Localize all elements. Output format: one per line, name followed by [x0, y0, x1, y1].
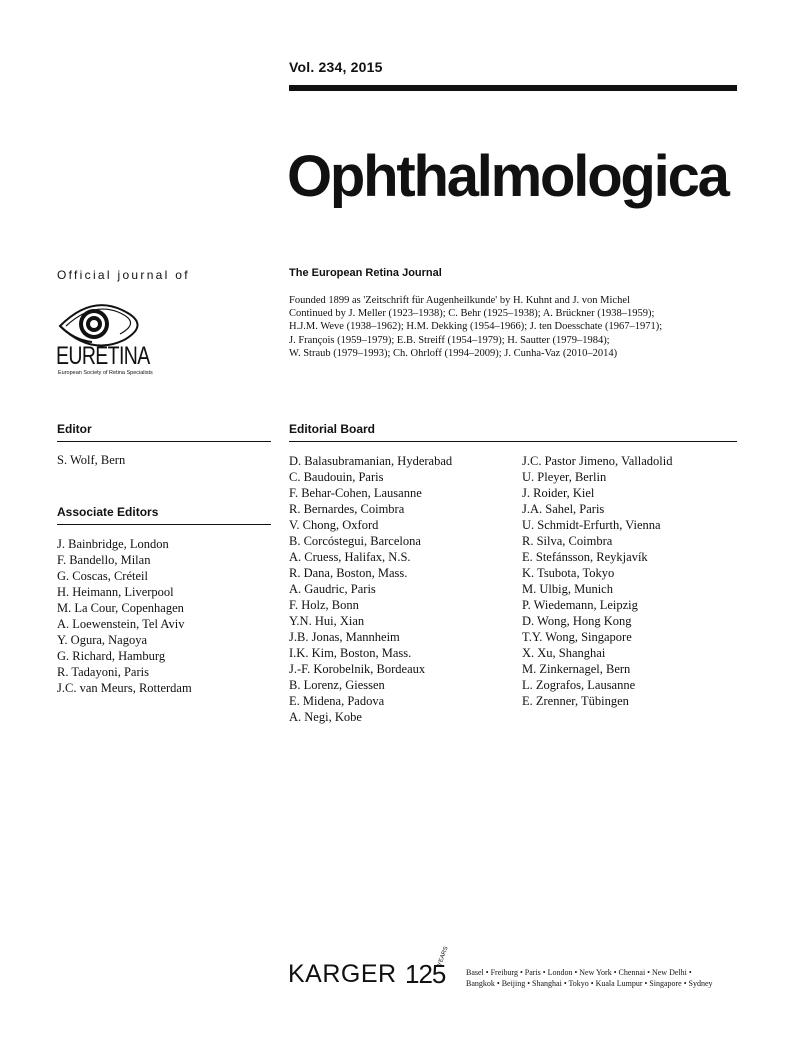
list-item: F. Bandello, Milan	[57, 553, 151, 567]
editorial-board-heading: Editorial Board	[289, 422, 376, 436]
founding-line: J. François (1959–1979); E.B. Streiff (1954–1979); H. Sautter (1979–1984);	[289, 334, 610, 346]
list-item: J.B. Jonas, Mannheim	[289, 630, 400, 644]
list-item: J.A. Sahel, Paris	[522, 502, 605, 516]
founding-line: Founded 1899 as 'Zeitschrift für Augenheilkunde' by H. Kuhnt and J. von Michel	[289, 295, 630, 306]
header-rule	[289, 85, 737, 91]
editorial-board-column-1	[289, 453, 452, 725]
anniversary-suffix: YEARS	[437, 945, 450, 968]
journal-title: Ophthalmologica	[287, 144, 728, 209]
list-item: R. Silva, Coimbra	[522, 534, 613, 548]
list-item: G. Richard, Hamburg	[57, 649, 166, 663]
list-item: A. Cruess, Halifax, N.S.	[289, 550, 411, 564]
editorial-board-divider	[289, 441, 737, 442]
list-item: F. Holz, Bonn	[289, 598, 359, 612]
list-item: E. Midena, Padova	[289, 694, 385, 708]
list-item: A. Negi, Kobe	[289, 710, 362, 724]
founding-line: W. Straub (1979–1993); Ch. Ohrloff (1994–2009); J. Cunha-Vaz (2010–2014)	[289, 347, 618, 359]
list-item: G. Coscas, Créteil	[57, 569, 148, 583]
journal-subtitle: The European Retina Journal	[289, 267, 442, 279]
karger-logo: KARGER	[288, 960, 397, 988]
list-item: X. Xu, Shanghai	[522, 646, 606, 660]
list-item: V. Chong, Oxford	[289, 518, 379, 532]
founding-line: Continued by J. Meller (1923–1938); C. Behr (1925–1938); A. Brückner (1938–1959);	[289, 308, 655, 320]
official-journal-label: Official journal of	[57, 268, 190, 282]
editor-divider	[57, 441, 271, 442]
list-item: H. Heimann, Liverpool	[57, 585, 174, 599]
cities-line: Bangkok • Beijing • Shanghai • Tokyo • Kuala Lumpur • Singapore • Sydney	[466, 979, 713, 988]
volume-label: Vol. 234, 2015	[289, 59, 383, 75]
list-item: L. Zografos, Lausanne	[522, 678, 636, 692]
associate-editors-list	[57, 536, 192, 696]
list-item: R. Tadayoni, Paris	[57, 665, 149, 679]
list-item: P. Wiedemann, Leipzig	[522, 598, 638, 612]
euretina-wordmark: EURETINA	[56, 342, 150, 370]
list-item: E. Zrenner, Tübingen	[522, 694, 629, 708]
editor-heading: Editor	[57, 422, 92, 436]
list-item: B. Lorenz, Giessen	[289, 678, 385, 692]
associate-editors-divider	[57, 524, 271, 525]
list-item: I.K. Kim, Boston, Mass.	[289, 646, 412, 660]
list-item: C. Baudouin, Paris	[289, 470, 384, 484]
list-item: M. Ulbig, Munich	[522, 582, 613, 596]
list-item: D. Balasubramanian, Hyderabad	[289, 454, 453, 468]
list-item: M. Zinkernagel, Bern	[522, 662, 631, 676]
list-item: R. Bernardes, Coimbra	[289, 502, 405, 516]
list-item: A. Loewenstein, Tel Aviv	[57, 617, 185, 631]
list-item: M. La Cour, Copenhagen	[57, 601, 184, 615]
founding-history	[289, 294, 739, 360]
cities-line: Basel • Freiburg • Paris • London • New York • Chennai • New Delhi •	[466, 968, 692, 977]
editorial-board-column-2	[522, 453, 672, 709]
publisher-cities	[466, 967, 713, 989]
list-item: T.Y. Wong, Singapore	[522, 630, 632, 644]
list-item: Y. Ogura, Nagoya	[57, 633, 148, 647]
anniversary-mark: 125	[405, 959, 446, 989]
editor-name: S. Wolf, Bern	[57, 453, 126, 467]
list-item: J. Roider, Kiel	[522, 486, 595, 500]
list-item: K. Tsubota, Tokyo	[522, 566, 615, 580]
list-item: F. Behar-Cohen, Lausanne	[289, 486, 422, 500]
list-item: J.C. van Meurs, Rotterdam	[57, 681, 192, 695]
list-item: U. Schmidt-Erfurth, Vienna	[522, 518, 661, 532]
list-item: J.C. Pastor Jimeno, Valladolid	[522, 454, 673, 468]
list-item: D. Wong, Hong Kong	[522, 614, 632, 628]
list-item: R. Dana, Boston, Mass.	[289, 566, 408, 580]
list-item: J.-F. Korobelnik, Bordeaux	[289, 662, 426, 676]
associate-editors-heading: Associate Editors	[57, 505, 159, 519]
list-item: E. Stefánsson, Reykjavík	[522, 550, 648, 564]
list-item: Y.N. Hui, Xian	[289, 614, 365, 628]
list-item: J. Bainbridge, London	[57, 537, 169, 551]
list-item: U. Pleyer, Berlin	[522, 470, 607, 484]
list-item: A. Gaudric, Paris	[289, 582, 376, 596]
euretina-subtitle: European Society of Retina Specialists	[58, 370, 153, 376]
founding-line: H.J.M. Weve (1938–1962); H.M. Dekking (1954–1966); J. ten Doesschate (1967–1971);	[289, 321, 663, 333]
list-item: B. Corcóstegui, Barcelona	[289, 534, 421, 548]
